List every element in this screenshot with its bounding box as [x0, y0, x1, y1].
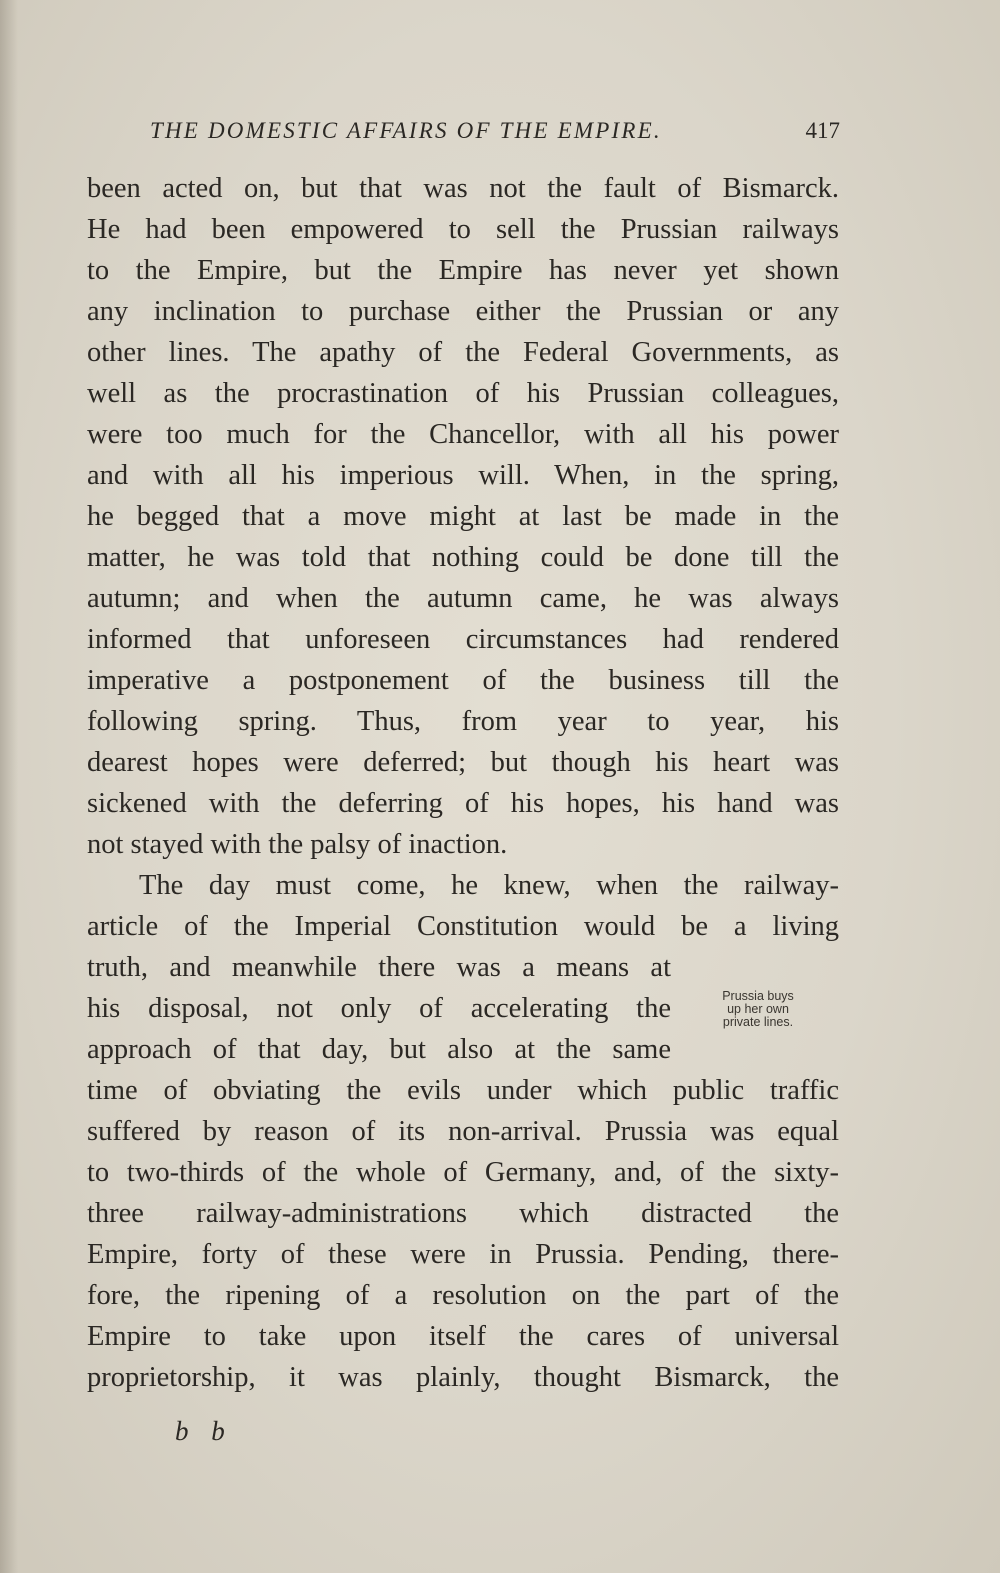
text-line: to two-thirds of the whole of Germany, and, of the sixty-	[87, 1157, 839, 1188]
text-line: The day must come, he knew, when the railway-	[139, 870, 839, 901]
running-title: THE DOMESTIC AFFAIRS OF THE EMPIRE.	[150, 118, 662, 143]
body-text	[87, 168, 839, 1398]
margin-note-line: Prussia buys	[722, 989, 794, 1003]
text-line: and with all his imperious will. When, in the spring,	[87, 460, 839, 491]
text-line: he begged that a move might at last be made in the	[87, 501, 839, 532]
text-line: imperative a postponement of the business till the	[87, 665, 839, 696]
text-line: been acted on, but that was not the fault of Bismarck.	[87, 173, 839, 204]
text-line: autumn; and when the autumn came, he was always	[87, 583, 839, 614]
text-line: his disposal, not only of accelerating the	[87, 993, 671, 1024]
margin-note	[688, 990, 828, 1029]
text-line: other lines. The apathy of the Federal Governments, as	[87, 337, 839, 368]
text-line: proprietorship, it was plainly, thought Bismarck, the	[87, 1362, 839, 1393]
text-line: suffered by reason of its non-arrival. Prussia was equal	[87, 1116, 839, 1147]
text-line: informed that unforeseen circumstances had rendered	[87, 624, 839, 655]
margin-note-line: up her own	[727, 1002, 789, 1016]
text-line: sickened with the deferring of his hopes, his hand was	[87, 788, 839, 819]
text-line: truth, and meanwhile there was a means at	[87, 952, 671, 983]
text-line: article of the Imperial Constitution would be a living	[87, 911, 839, 942]
page-number: 417	[805, 118, 840, 143]
text-line: were too much for the Chancellor, with all his power	[87, 419, 839, 450]
text-line: following spring. Thus, from year to year, his	[87, 706, 839, 737]
margin-note-line: private lines.	[722, 1015, 794, 1029]
page-gutter-shadow	[0, 0, 18, 1573]
text-line: to the Empire, but the Empire has never yet shown	[87, 255, 839, 286]
text-line: well as the procrastination of his Prussian colleagues,	[87, 378, 839, 409]
signature-mark: b b	[175, 1416, 233, 1446]
text-line: He had been empowered to sell the Prussian railways	[87, 214, 839, 245]
text-line: dearest hopes were deferred; but though his heart was	[87, 747, 839, 778]
text-line: Empire, forty of these were in Prussia. Pending, there-	[87, 1239, 839, 1270]
text-line: three railway-administrations which distracted the	[87, 1198, 839, 1229]
text-line: fore, the ripening of a resolution on the part of the	[87, 1280, 839, 1311]
text-line: Empire to take upon itself the cares of universal	[87, 1321, 839, 1352]
text-line: approach of that day, but also at the same	[87, 1034, 671, 1065]
text-line: any inclination to purchase either the Prussian or any	[87, 296, 839, 327]
text-line: time of obviating the evils under which public traffic	[87, 1075, 839, 1106]
text-line: matter, he was told that nothing could be done till the	[87, 542, 839, 573]
text-line: not stayed with the palsy of inaction.	[87, 829, 508, 860]
running-head	[150, 118, 840, 152]
